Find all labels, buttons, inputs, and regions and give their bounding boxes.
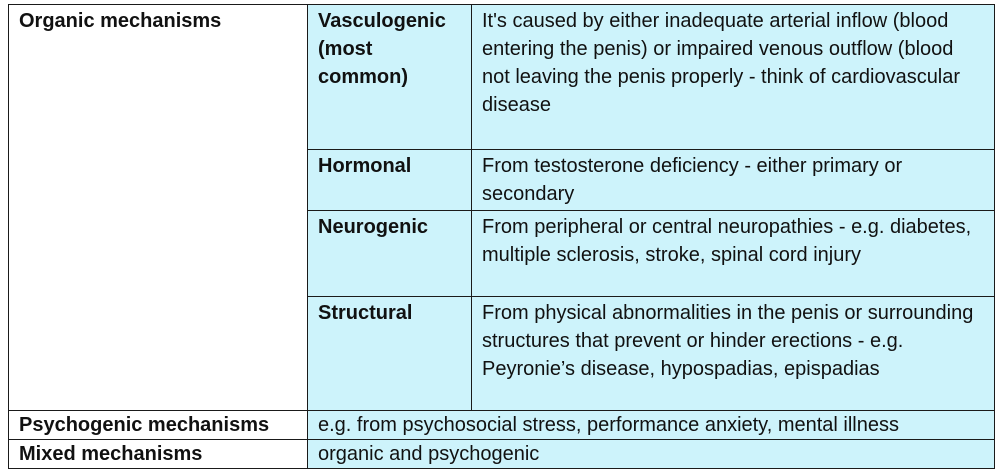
subtype-name: Vasculogenic (most common) (308, 5, 472, 150)
subtype-description: From testosterone deficiency - either primary or secondary (472, 150, 995, 211)
subtype-name: Hormonal (308, 150, 472, 211)
organic-mechanisms-label: Organic mechanisms (9, 5, 308, 411)
psychogenic-mechanisms-label: Psychogenic mechanisms (9, 411, 308, 440)
subtype-name: Structural (308, 297, 472, 411)
psychogenic-description: e.g. from psychosocial stress, performance anxiety, mental illness (308, 411, 995, 440)
subtype-description: It's caused by either inadequate arterial inflow (blood entering the penis) or impaired venous outflow (blood not leaving the penis properly - think of cardiovascular disease (472, 5, 995, 150)
mechanisms-table (8, 4, 995, 469)
subtype-description: From peripheral or central neuropathies - e.g. diabetes, multiple sclerosis, stroke, spinal cord injury (472, 211, 995, 297)
table-row (9, 440, 995, 469)
subtype-description: From physical abnormalities in the penis or surrounding structures that prevent or hinder erections - e.g. Peyronie’s disease, hypospadias, epispadias (472, 297, 995, 411)
table-row (9, 5, 995, 150)
subtype-name: Neurogenic (308, 211, 472, 297)
table-row (9, 411, 995, 440)
mixed-description: organic and psychogenic (308, 440, 995, 469)
mixed-mechanisms-label: Mixed mechanisms (9, 440, 308, 469)
